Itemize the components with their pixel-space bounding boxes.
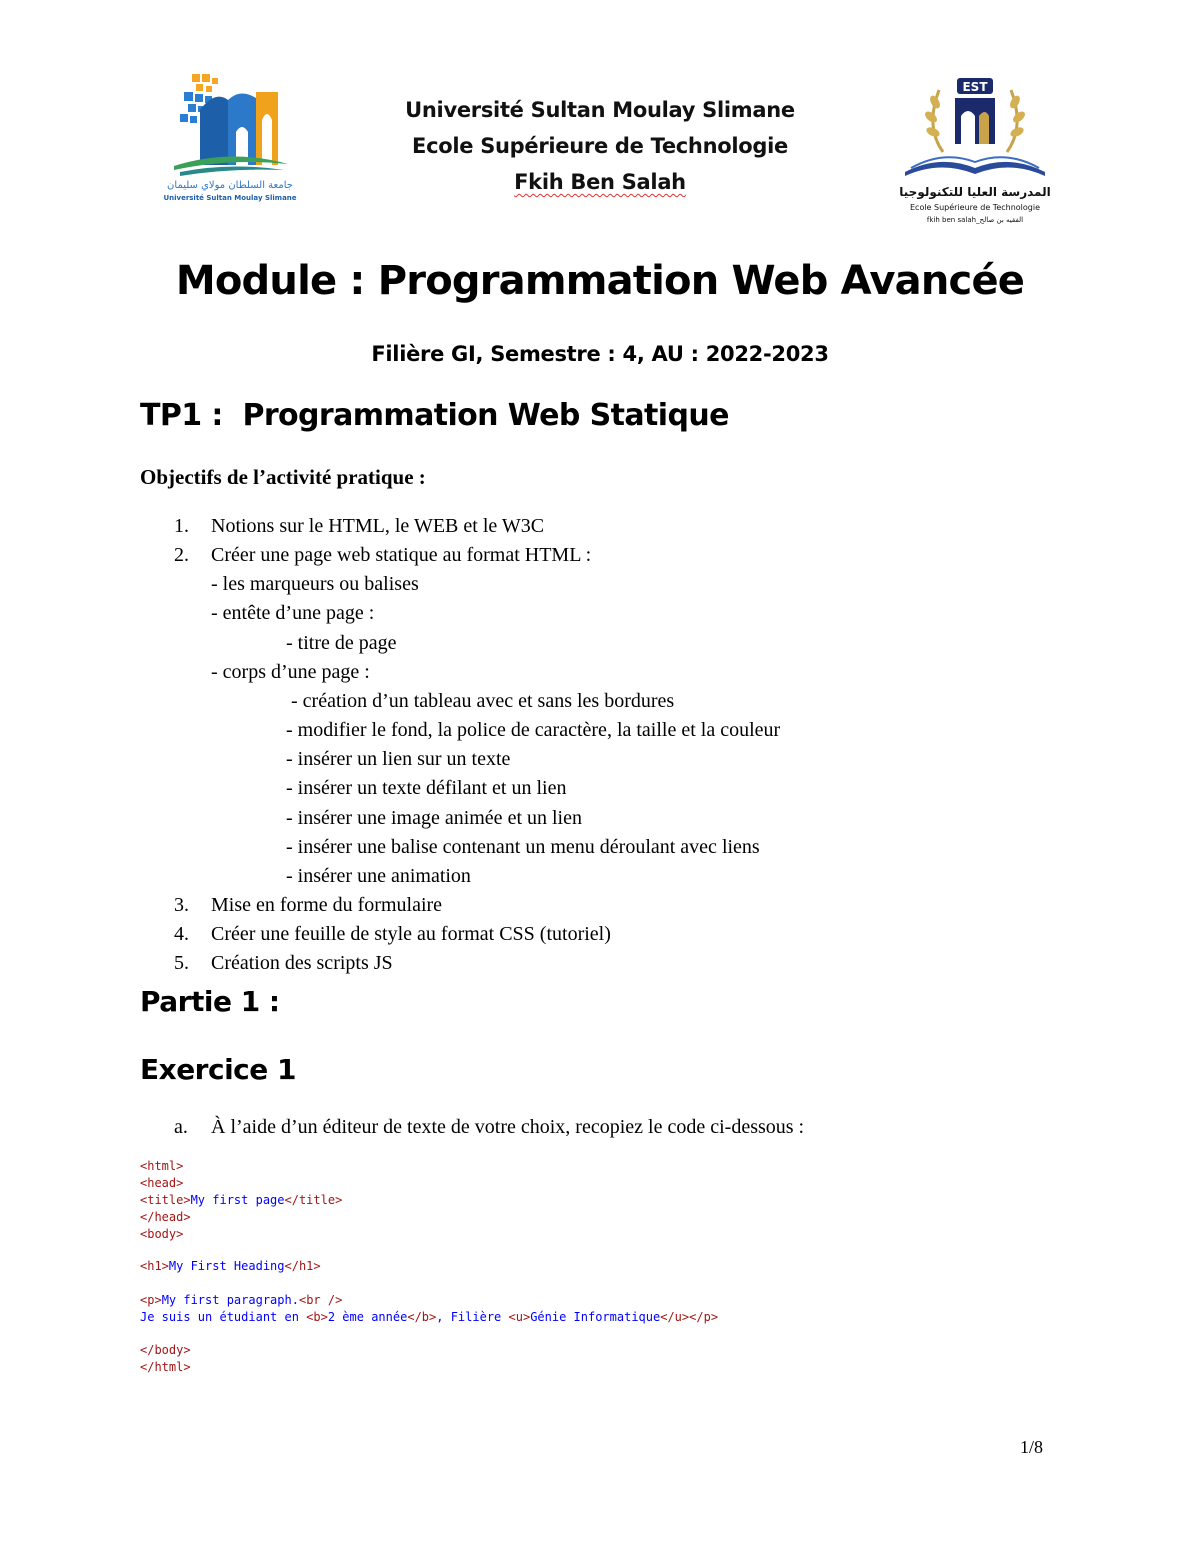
step-number: a. <box>174 1116 188 1138</box>
sub-item: - titre de page <box>286 632 397 654</box>
module-title: Module : Programmation Web Avancée <box>175 258 1025 304</box>
institution-line-3: Fkih Ben Salah <box>514 170 686 194</box>
sub-item: - corps d’une page : <box>211 661 370 683</box>
institution-line-1: Université Sultan Moulay Slimane <box>405 98 795 122</box>
filiere-line: Filière GI, Semestre : 4, AU : 2022-2023 <box>371 342 829 366</box>
est-logo <box>895 72 1055 242</box>
sub-item: - insérer une balise contenant un menu déroulant avec liens <box>286 836 760 858</box>
left-logo-arabic: جامعة السلطان مولاي سليمان <box>167 180 293 191</box>
sub-item: - insérer un texte défilant et un lien <box>286 777 567 799</box>
code-line: </body> <box>140 1343 191 1357</box>
institution-header <box>300 92 900 200</box>
right-logo-latin: Ecole Supérieure de Technologie <box>909 203 1041 212</box>
sub-item: - entête d’une page : <box>211 602 375 624</box>
right-logo-small: fkih ben salah_الفقيه بن صالح <box>926 216 1024 224</box>
code-line: <body> <box>140 1227 184 1241</box>
code-line: </html> <box>140 1360 191 1374</box>
sub-item: - insérer une image animée et un lien <box>286 807 582 829</box>
code-line: <h1>My First Heading</h1> <box>140 1259 321 1273</box>
sub-item: - les marqueurs ou balises <box>211 573 419 595</box>
tp-title: TP1 : Programmation Web Statique <box>140 398 729 433</box>
code-line: Je suis un étudiant en <b>2 ème année</b>, Filière <u>Génie Informatique</u></p> <box>140 1310 719 1324</box>
sub-item: - insérer une animation <box>286 865 471 887</box>
est-badge: EST <box>962 80 988 94</box>
institution-line-2: Ecole Supérieure de Technologie <box>412 134 788 158</box>
left-logo-latin: Université Sultan Moulay Slimane <box>163 194 297 202</box>
page-number: 1/8 <box>1020 1437 1044 1457</box>
code-line: <head> <box>140 1176 184 1190</box>
code-line: <html> <box>140 1159 184 1173</box>
partie-heading: Partie 1 : <box>140 985 280 1018</box>
sub-item: - insérer un lien sur un texte <box>286 748 511 770</box>
right-logo-arabic: المدرسة العليا للتكنولوجيا <box>899 185 1051 199</box>
code-line: </head> <box>140 1210 191 1224</box>
exercice-heading: Exercice 1 <box>140 1053 296 1086</box>
code-line: <title>My first page</title> <box>140 1193 343 1207</box>
step-instruction: À l’aide d’un éditeur de texte de votre choix, recopiez le code ci-dessous : <box>211 1116 805 1138</box>
objectives-title: Objectifs de l’activité pratique : <box>140 465 426 489</box>
university-logo <box>160 70 300 210</box>
code-line: <p>My first paragraph.<br /> <box>140 1293 343 1307</box>
sub-item: - modifier le fond, la police de caractère, la taille et la couleur <box>286 719 781 741</box>
sub-item: - création d’un tableau avec et sans les bordures <box>286 690 675 712</box>
